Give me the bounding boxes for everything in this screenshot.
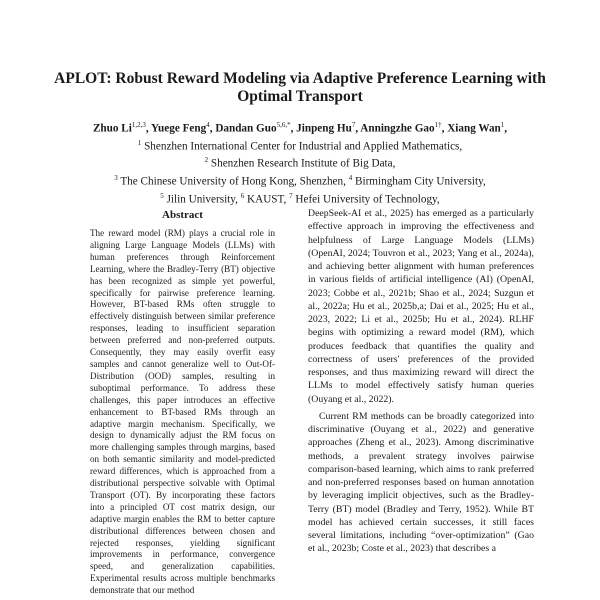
- author-name: Dandan Guo: [215, 122, 277, 135]
- affil-sup: 4: [348, 174, 353, 183]
- author-list: Zhuo Li$^{1,2,3}$, Yuege Feng$^4$, Dandan Guo$^{5,6,*}$, Jinpeng Hu$^7$, Anningzhe Gao$^{1\dagger}$, Xiang Wan$^1$,: [92, 121, 508, 135]
- affil-text: Shenzhen Research Institute of Big Data,: [210, 158, 396, 171]
- affiliation-line: [30, 171, 570, 189]
- abstract-text: The reward model (RM) plays a crucial role in aligning Large Language Models (LLMs) with human preferences through Reinforcement Learning, where the Bradley-Terry (BT) objective has been recognized as simple yet powerful, specifically for pairwise preference learning. However, BT-based RMs often struggle to effectively distinguish between similar preference responses, leading to insufficient separation between preferred and non-preferred outputs. Consequently, they may easily overfit easy samples and cannot generalize well to Out-Of-Distribution (OOD) samples, resulting in suboptimal performance. To address these challenges, this paper introduces an effective enhancement to BT-based RMs through an adaptive margin mechanism. Specifically, we design to dynamically adjust the RM focus on more challenging samples through margins, based on both semantic similarity and model-predicted reward differences, which is approached from a distributional perspective solvable with Optimal Transport (OT). By incorporating these factors into a principled OT cost matrix design, our adaptive margin enables the RM to better capture distributional differences between chosen and rejected responses, yielding significant improvements in performance, convergence speed, and generalization capabilities. Experimental results across multiple benchmarks demonstrate that our method: [90, 228, 275, 596]
- body-column-right: [308, 207, 534, 556]
- author-affil-sup: 1†: [434, 121, 442, 129]
- affil-sup: 1: [137, 138, 142, 147]
- body-paragraph: DeepSeek-AI et al., 2025) has emerged as a particularly effective approach in improving the effectiveness and helpfulness of Large Language Models (LLMs) (OpenAI, 2024; Touvron et al., 2023; Yang et al., 2024a), and achieving better alignment with human preferences in various fields of artificial intelligence (AI) (OpenAI, 2023; Cobbe et al., 2021b; Shao et al., 2024; Suzgun et al., 2022a; Hu et al., 2025b,a; Dai et al., 2025; Hu et al., 2023, 2022; Li et al., 2025b; Hu et al., 2024). RLHF begins with optimizing a reward model (RM), which produces feedback that quantifies the quality and correctness of users' preferences of the provided responses, and thus maximizing reward will direct the LLMs to model effectively satisfy human queries (Ouyang et al., 2022).: [308, 208, 534, 405]
- abstract-heading: Abstract: [162, 209, 203, 221]
- affiliation-line: [30, 189, 570, 207]
- author-name: Anningzhe Gao: [360, 122, 435, 135]
- author-affil-sup: 5,6,*: [276, 121, 291, 129]
- author-affil-sup: 7: [351, 121, 356, 129]
- affil-text: Birmingham City University,: [355, 175, 486, 188]
- author-name: Jinpeng Hu: [296, 122, 352, 135]
- author-name: Yuege Feng: [151, 122, 207, 135]
- affil-sup: 5: [160, 191, 164, 200]
- affil-text: Jilin University,: [166, 193, 238, 206]
- affil-sup: 7: [289, 191, 293, 200]
- affil-text: Hefei University of Technology,: [295, 193, 440, 206]
- affiliation-line: [30, 153, 570, 171]
- author-affil-sup: 4: [206, 121, 210, 129]
- affil-text: The Chinese University of Hong Kong, Shenzhen,: [120, 175, 346, 188]
- affil-text: Shenzhen International Center for Industrial and Applied Mathematics,: [144, 140, 463, 153]
- author-affil-sup: 1,2,3: [131, 121, 146, 129]
- author-name: Zhuo Li: [92, 122, 132, 135]
- author-affil-sup: 1: [500, 121, 505, 129]
- affil-sup: 6: [240, 191, 245, 200]
- affil-sup: 3: [114, 174, 118, 183]
- author-block: [30, 118, 570, 207]
- paper-title: APLOT: Robust Reward Modeling via Adaptive Preference Learning with Optimal Transport: [54, 70, 546, 105]
- affil-sup: 2: [204, 156, 209, 165]
- affiliation-line: [30, 136, 570, 154]
- author-name: Xiang Wan: [447, 122, 501, 135]
- affil-text: KAUST,: [247, 193, 287, 206]
- body-paragraph: Current RM methods can be broadly categorized into discriminative (Ouyang et al., 2022) and generative approaches (Zheng et al., 2023). Among discriminative methods, a prevalent strategy involves pairwise comparison-based learning, which aims to rank preferred and non-preferred responses based on human annotation by leveraging implicit objectives, such as the Bradley-Terry (BT) model (Bradley and Terry, 1952). While BT model has achieved certain successes, it still faces several limitations, including “over-optimization” (Gao et al., 2023b; Coste et al., 2023) that describes a: [308, 410, 534, 555]
